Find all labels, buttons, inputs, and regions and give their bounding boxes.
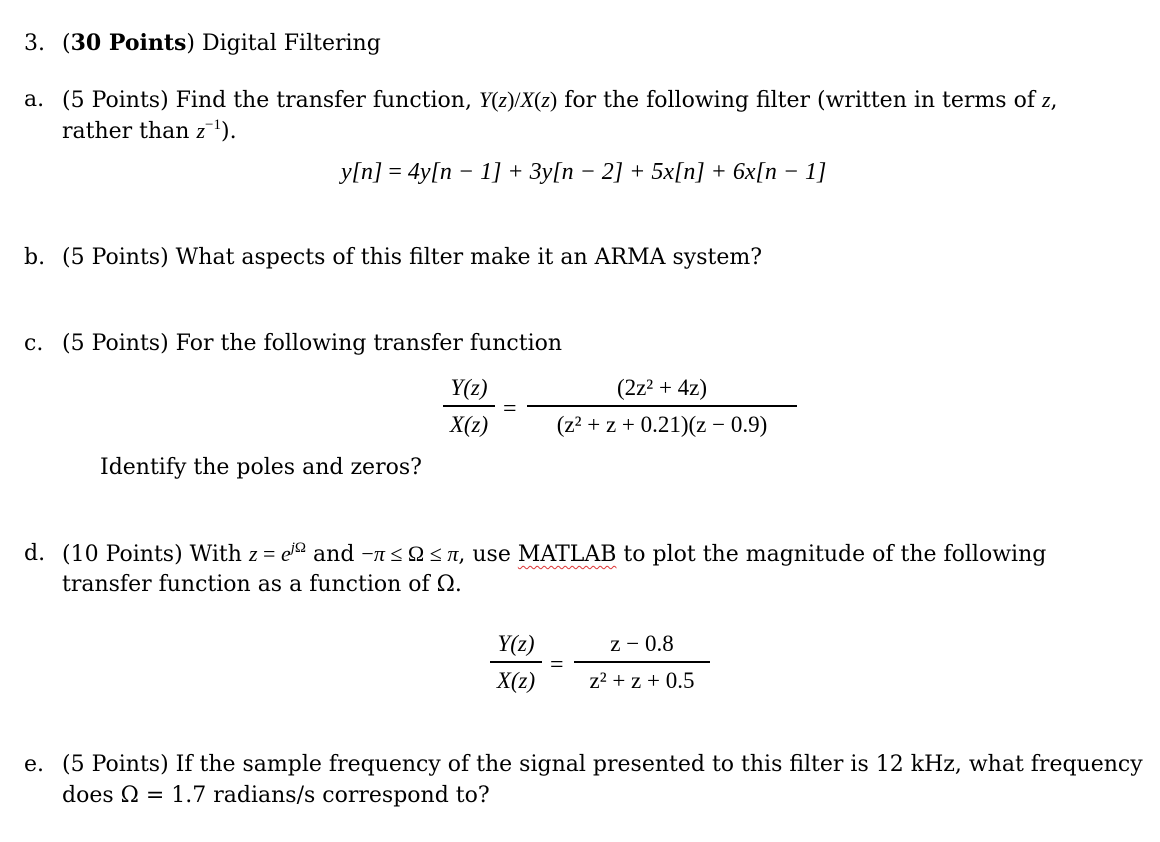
part-c-lhs-fraction [443,376,495,436]
part-d-rhs-num: z − 0.8 [610,631,674,656]
part-d-text3: , use [458,542,511,567]
part-a-text3: rather than [62,119,190,144]
part-e-label: e. [24,752,45,777]
part-d-text2: and [313,542,355,567]
part-d-points: 10 Points [70,542,175,567]
part-a-label: a. [24,87,45,112]
part-a-eq-rhs: 4y[n − 1] + 3y[n − 2] + 5x[n] + 6x[n − 1] [407,159,827,185]
part-c-question: Identify the poles and zeros? [100,455,422,480]
part-b-points: 5 Points [70,245,161,270]
part-d-text1: With [189,542,242,567]
problem-title: Digital Filtering [202,31,381,56]
part-c-equals: = [503,396,517,422]
part-c-rhs-den: (z² + z + 0.21)(z − 0.9) [556,411,768,437]
part-b-text: What aspects of this filter make it an ARMA system? [175,245,763,270]
part-e-line1: (5 Points) If the sample frequency of the signal presented to this filter is 12 kHz, what frequency [62,752,1143,777]
part-d-lhs-num: Y(z) [497,631,535,656]
part-e-text1: If the sample frequency of the signal presented to this filter is 12 kHz, what frequency [175,752,1143,777]
part-c-rhs-fraction [527,376,797,436]
problem-points: 30 Points [70,30,187,56]
part-e-points: 5 Points [70,752,161,777]
part-d-equals: = [550,652,564,678]
part-a-eq-lhs: y[n] [341,159,383,185]
problem-header: 3. (30 Points) Digital Filtering [24,30,381,56]
part-c-rhs-num: (2z² + 4z) [616,375,708,400]
part-c-line: (5 Points) For the following transfer function [62,331,563,356]
part-c-points: 5 Points [70,331,161,356]
part-a-equation: y[n] = 4y[n − 1] + 3y[n − 2] + 5x[n] + 6x[n − 1] [341,159,827,185]
part-c-lhs-den: X(z) [449,411,489,437]
part-d-rhs-den: z² + z + 0.5 [589,667,695,693]
part-c-label: c. [24,331,44,356]
part-d-line2: transfer function as a function of Ω. [62,572,462,597]
problem-number: 3. [24,31,45,56]
part-c-text: For the following transfer function [175,331,563,356]
part-d-text4: to plot the magnitude of the following [623,542,1047,567]
part-a-line1: (5 Points) Find the transfer function, Y(z)/X(z) for the following filter (written in terms of z, [62,87,1058,113]
part-e-line2: does Ω = 1.7 radians/s correspond to? [62,783,490,808]
matlab-word: MATLAB [517,542,617,567]
part-a-points: 5 Points [70,88,161,113]
part-a-text2: for the following filter (written in terms of [564,88,1035,113]
part-d-label: d. [24,541,46,566]
part-a-line2: rather than $z^{-1}$). [62,117,237,144]
part-c-lhs-num: Y(z) [450,375,488,400]
part-b-label: b. [24,245,46,270]
part-d-lhs-fraction [490,632,542,692]
part-b-line: (5 Points) What aspects of this filter make it an ARMA system? [62,245,763,270]
part-d-lhs-den: X(z) [496,667,536,693]
part-d-line1: (10 Points) With $z = e^{j\Omega}$ and −π ≤ Ω ≤ π, use MATLAB to plot the magnitude of the following [62,540,1047,567]
part-d-rhs-fraction [574,632,710,692]
part-a-text1: Find the transfer function, [175,88,472,113]
